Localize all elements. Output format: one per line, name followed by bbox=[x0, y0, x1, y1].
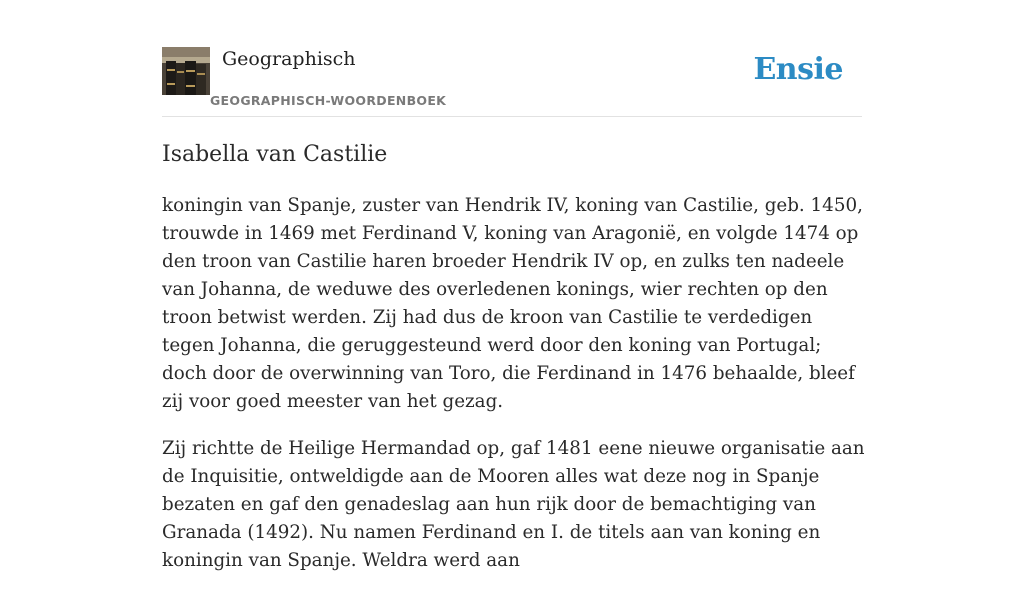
entry-paragraph: koningin van Spanje, zuster van Hendrik IV, koning van Castilie, geb. 1450, trouwde in 1469 met Ferdinand V, koning van Aragonië, en volgde 1474 op den troon van Castilie haren broeder Hendrik IV op, en zulks ten nadeele van Johanna, de weduwe des overledenen konings, wier rechten op den troon betwist werden. Zij had dus de kroon van Castilie te verdedigen tegen Johanna, die geruggesteund werd door den koning van Portugal; doch door de overwinning van Toro, die Ferdinand in 1476 behaalde, bleef zij voor goed meester van het gezag. bbox=[162, 195, 863, 412]
source-name[interactable]: Geographisch bbox=[222, 48, 356, 70]
entry-header bbox=[162, 46, 862, 117]
source-subtitle[interactable]: GEOGRAPHISCH-WOORDENBOEK bbox=[210, 93, 447, 108]
ensie-logo[interactable]: Ensie bbox=[753, 52, 843, 87]
book-spines-icon bbox=[162, 47, 210, 95]
entry-paragraph: Zij richtte de Heilige Hermandad op, gaf 1481 eene nieuwe organisatie aan de Inquisitie, ontweldigde aan de Mooren alles wat deze nog in Spanje bezaten en gaf den genadeslag aan hun rijk door de bemachtiging van Granada (1492). Nu namen Ferdinand en I. de titels aan van koning en koningin van Spanje. Weldra werd aan bbox=[162, 438, 865, 571]
entry-title: Isabella van Castilie bbox=[162, 142, 388, 167]
source-avatar[interactable] bbox=[162, 47, 210, 95]
entry-body bbox=[162, 192, 867, 594]
